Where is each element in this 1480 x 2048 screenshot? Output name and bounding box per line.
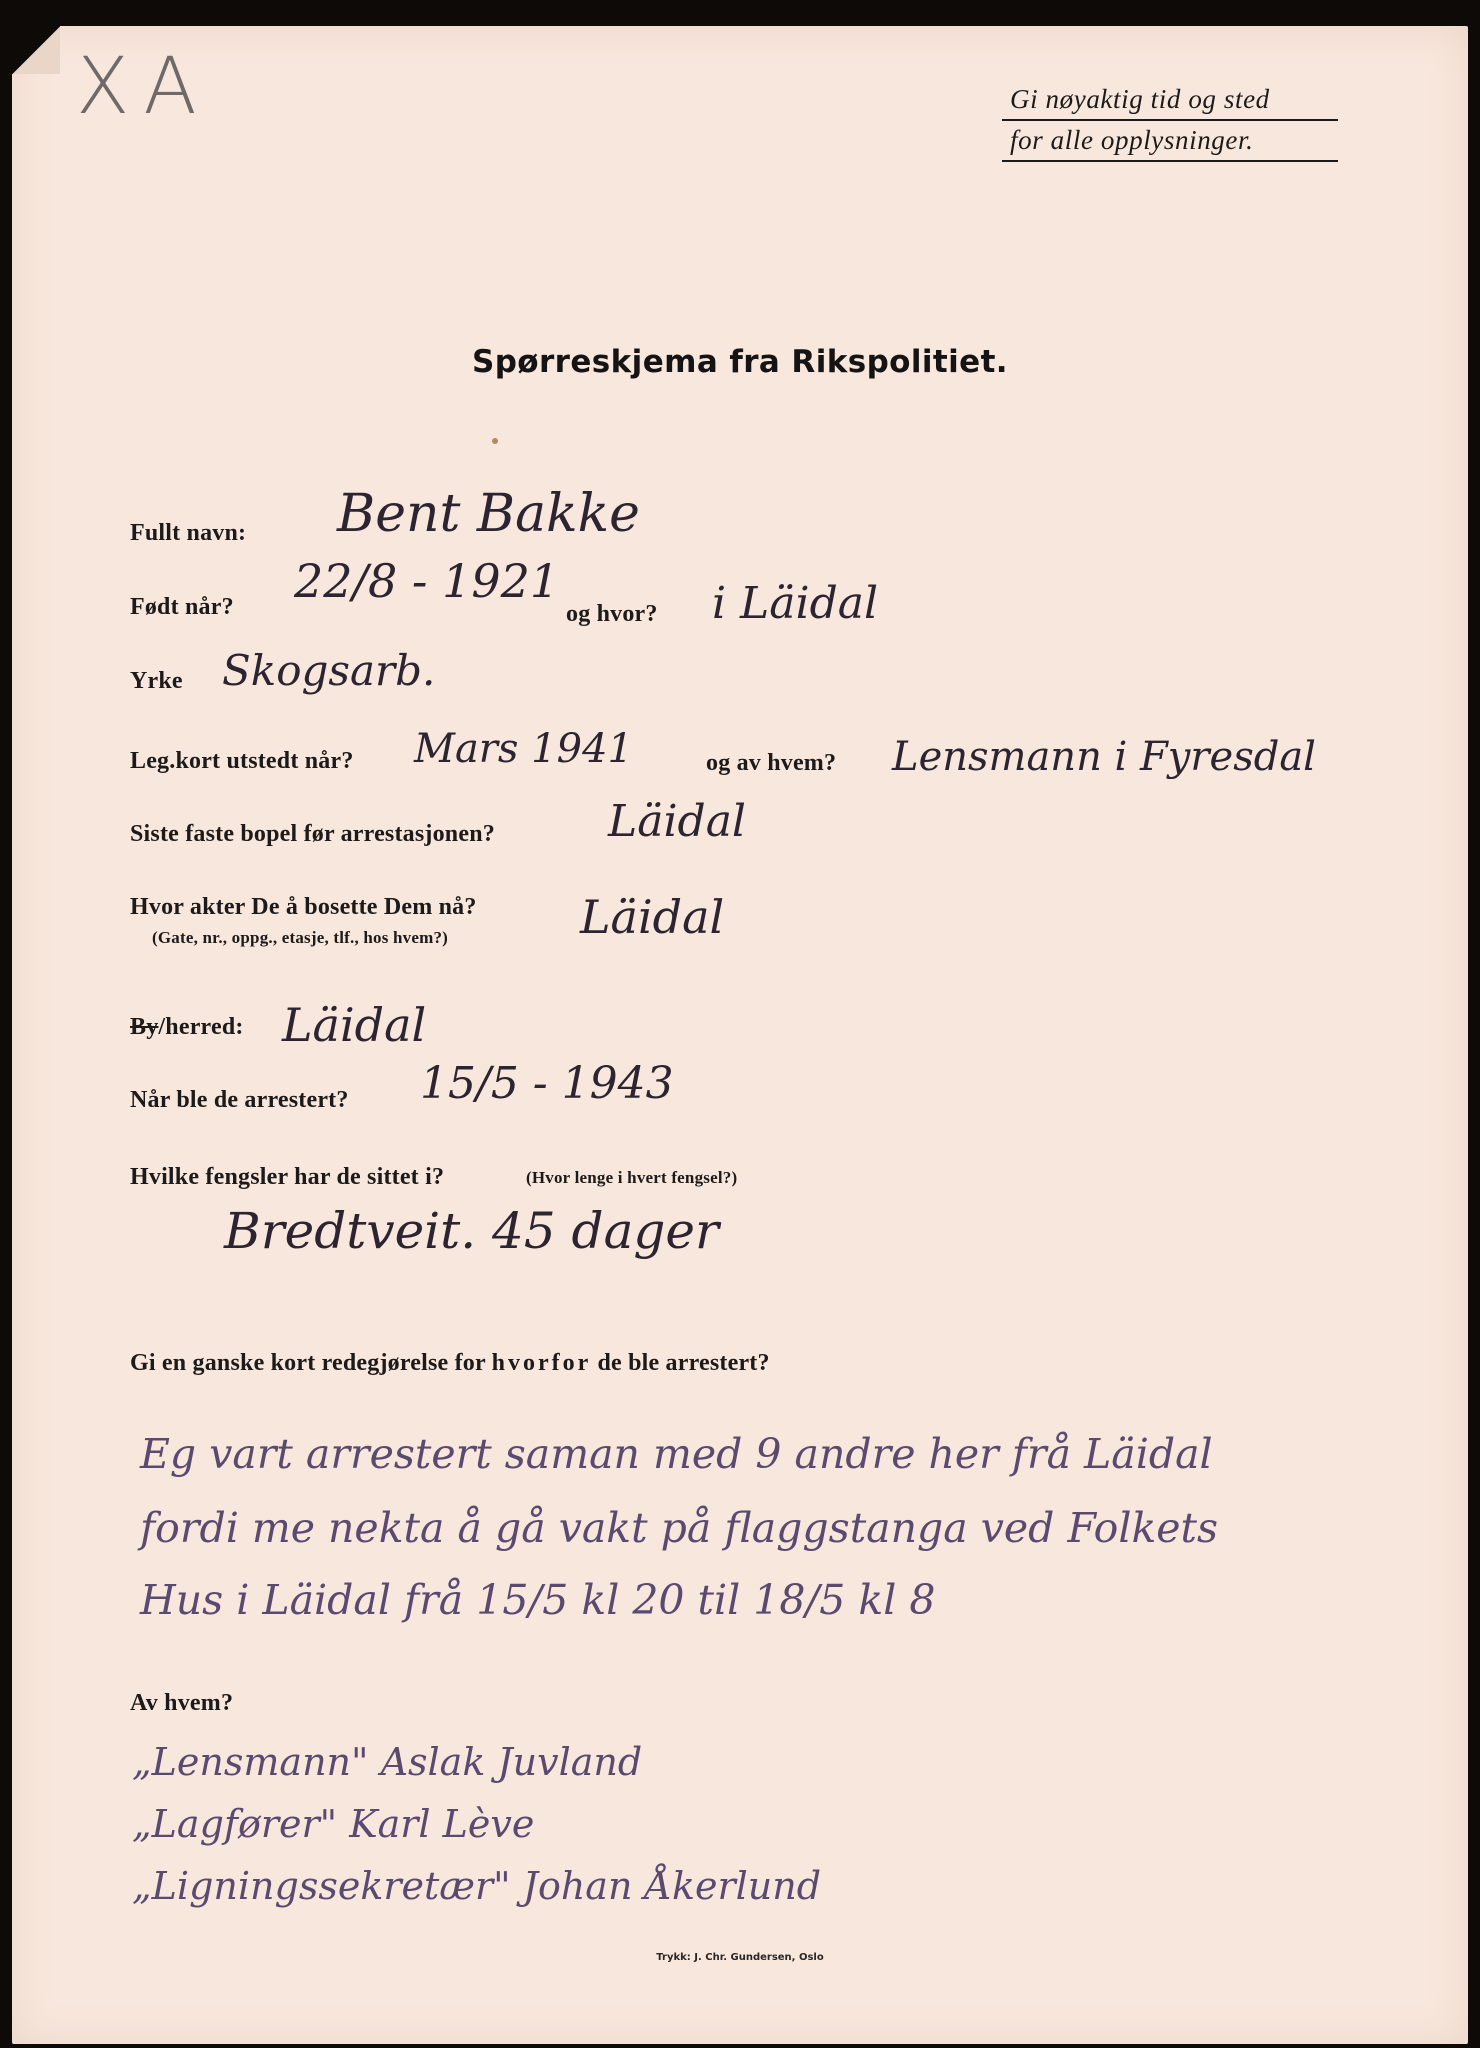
arrested-value: 15/5 - 1943	[420, 1058, 674, 1109]
born-when-value: 22/8 - 1921	[294, 554, 560, 608]
reason-label-prefix: Gi en ganske kort redegjørelse for	[130, 1350, 486, 1376]
occupation-label: Yrke	[130, 668, 183, 694]
settle-hint: (Gate, nr., oppg., etasje, tlf., hos hvem?)	[152, 928, 449, 947]
id-card-by-value: Lensmann i Fyresdal	[892, 734, 1316, 780]
prisons-label: Hvilke fengsler har de sittet i?	[130, 1164, 445, 1190]
prisons-value: Bredtveit. 45 dager	[224, 1202, 719, 1260]
id-card-when-label: Leg.kort utstedt når?	[130, 748, 354, 774]
by-whom-line: „Lensmann" Aslak Juvland	[132, 1740, 643, 1784]
printer-imprint: Trykk: J. Chr. Gundersen, Oslo	[656, 1952, 824, 1963]
last-residence-label: Siste faste bopel før arrestasjonen?	[130, 821, 495, 847]
arrested-label: Når ble de arrestert?	[130, 1087, 349, 1113]
by-whom-line: „Ligningssekretær" Johan Åkerlund	[132, 1864, 822, 1908]
header-note-line-2: for alle opplysninger.	[1002, 121, 1338, 162]
municipality-label-rest: /herred:	[158, 1014, 244, 1040]
folded-corner	[12, 26, 60, 74]
last-residence-value: Läidal	[608, 796, 746, 847]
header-note-line-1: Gi nøyaktig tid og sted	[1002, 80, 1338, 121]
reason-label-suffix: de ble arrestert?	[597, 1350, 770, 1376]
settle-label: Hvor akter De å bosette Dem nå?	[130, 894, 477, 920]
ink-dot	[492, 438, 498, 444]
born-where-label: og hvor?	[566, 601, 658, 627]
reason-line: Eg vart arrestert saman med 9 andre her frå Läidal	[140, 1430, 1213, 1478]
by-whom-label: Av hvem?	[130, 1690, 234, 1716]
id-card-when-value: Mars 1941	[414, 726, 633, 772]
born-when-label: Født når?	[130, 594, 234, 620]
born-where-value: i Läidal	[712, 578, 879, 629]
reason-line: fordi me nekta å gå vakt på flaggstanga ved Folkets	[140, 1504, 1219, 1552]
occupation-value: Skogsarb.	[222, 646, 436, 695]
id-card-by-label: og av hvem?	[706, 750, 837, 776]
by-whom-line: „Lagfører" Karl Lève	[132, 1802, 535, 1846]
margin-mark: XA	[76, 42, 211, 132]
form-title: Spørreskjema fra Rikspolitiet.	[471, 344, 1008, 380]
reason-line: Hus i Läidal frå 15/5 kl 20 til 18/5 kl 8	[140, 1576, 936, 1624]
name-label: Fullt navn:	[130, 520, 247, 546]
municipality-label-struck: By	[130, 1014, 159, 1040]
document-page	[12, 26, 1468, 2044]
municipality-label	[130, 1014, 244, 1041]
reason-label-spaced: hvorfor	[491, 1350, 592, 1376]
header-note	[1002, 80, 1338, 162]
settle-value: Läidal	[580, 890, 725, 944]
reason-label	[130, 1350, 770, 1377]
prisons-hint: (Hvor lenge i hvert fengsel?)	[526, 1168, 738, 1187]
municipality-value: Läidal	[282, 998, 427, 1052]
name-value: Bent Bakke	[337, 484, 640, 544]
